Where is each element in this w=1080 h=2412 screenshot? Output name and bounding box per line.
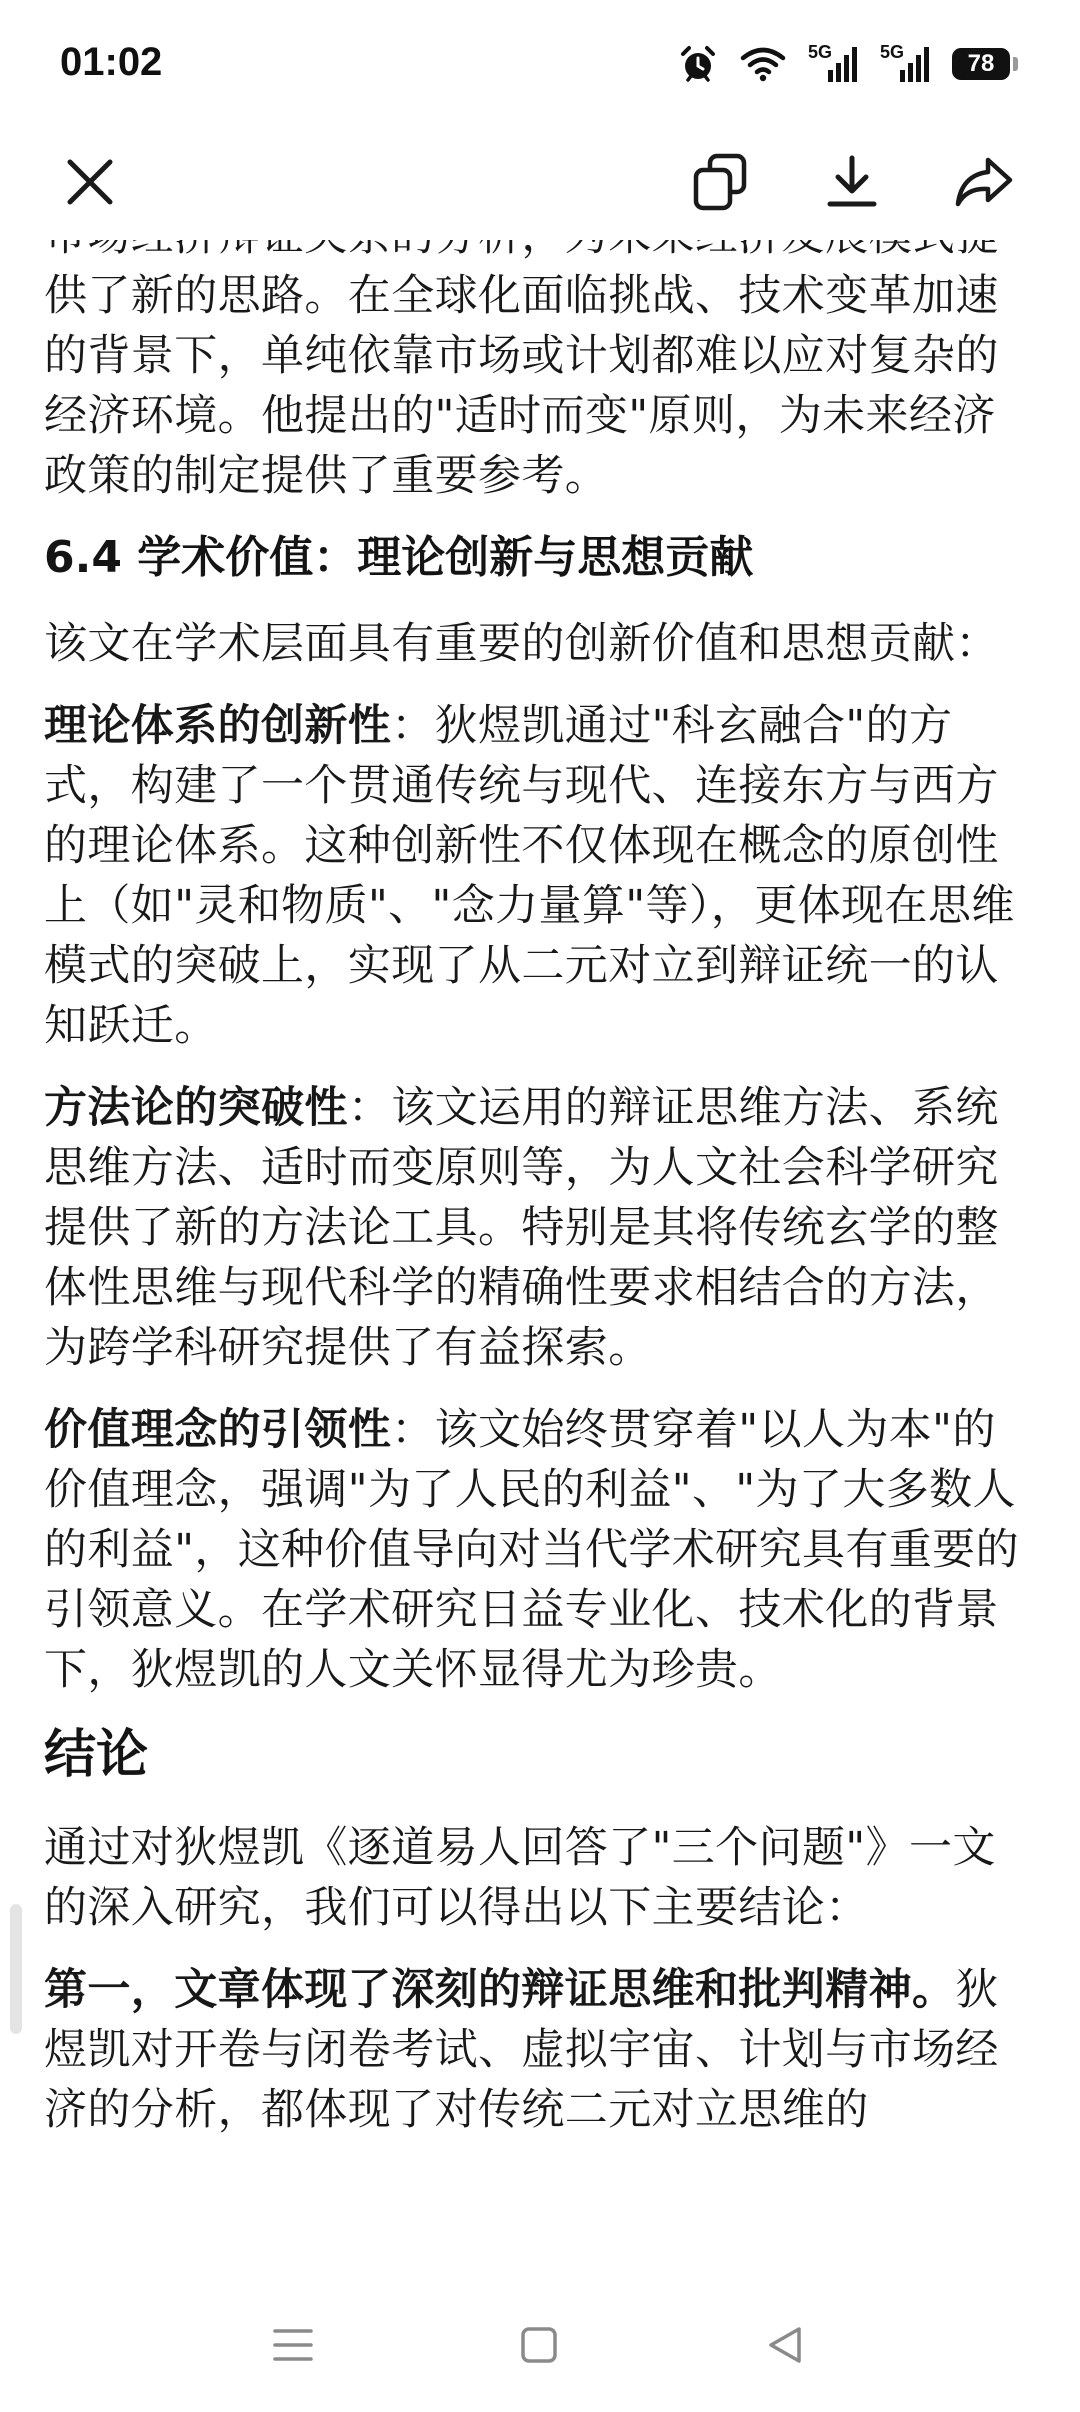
close-icon <box>62 154 118 214</box>
paragraph-theory-body: ：狄煜凯通过"科玄融合"的方式，构建了一个贯通传统与现代、连接东方与西方的理论体系。这种创新性不仅体现在概念的原创性上（如"灵和物质"、"念力量算"等），更体现在思维模式的突破上，实现了从二元对立到辩证统一的认知跃迁。 <box>44 701 1015 1051</box>
home-icon <box>519 2325 559 2369</box>
back-icon <box>765 2325 805 2369</box>
back-button[interactable] <box>740 2302 830 2392</box>
copy-button[interactable] <box>680 144 760 224</box>
status-time: 01:02 <box>60 40 163 84</box>
home-button[interactable] <box>494 2302 584 2392</box>
download-button[interactable] <box>812 144 892 224</box>
share-button[interactable] <box>944 144 1024 224</box>
document-viewport[interactable] <box>0 240 1080 2264</box>
paragraph-first-lead: 第一，文章体现了深刻的辩证思维和批判精神。 <box>44 1965 956 2015</box>
battery-icon <box>952 48 1010 80</box>
paragraph-method <box>44 1078 1036 1378</box>
document-content <box>44 206 1036 2162</box>
status-icons <box>678 44 1010 84</box>
network-type-label-2: 5G <box>880 42 905 62</box>
recent-apps-button[interactable] <box>248 2302 338 2392</box>
battery-level: 78 <box>967 50 995 77</box>
content-fade <box>0 2234 1080 2264</box>
wifi-icon <box>740 46 786 82</box>
alarm-icon <box>678 44 718 84</box>
network-type-label: 5G <box>808 42 833 62</box>
close-button[interactable] <box>50 144 130 224</box>
paragraph-first <box>44 1960 1036 2140</box>
paragraph-value-body: ：该文始终贯穿着"以人为本"的价值理念，强调"为了人民的利益"、"为了大多数人的利益"，这种价值导向对当代学术研究具有重要的引领意义。在学术研究日益专业化、技术化的背景下，狄煜凯的人文关怀显得尤为珍贵。 <box>44 1405 1019 1695</box>
paragraph-theory <box>44 696 1036 1056</box>
navigation-bar <box>0 2280 1080 2412</box>
paragraph-first-body: 狄煜凯对开卷与闭卷考试、虚拟宇宙、计划与市场经济的分析，都体现了对传统二元对立思维的 <box>44 1965 999 2135</box>
scroll-handle[interactable] <box>10 1904 22 2034</box>
paragraph-theory-lead: 理论体系的创新性 <box>44 701 392 751</box>
paragraph-intro: 供了新的思路。在全球化面临挑战、技术变革加速的背景下，单纯依靠市场或计划都难以应对复杂的经济环境。他提出的"适时而变"原则，为未来经济政策的制定提供了重要参考。 <box>44 271 999 501</box>
copy-icon <box>690 152 750 216</box>
top-toolbar <box>0 130 1080 240</box>
section-heading-6-4: 6.4 学术价值：理论创新与思想贡献 <box>44 532 754 583</box>
cellular-signal-icon-2 <box>880 44 930 84</box>
conclusion-heading: 结论 <box>44 1725 149 1785</box>
menu-icon <box>271 2325 315 2369</box>
paragraph-value <box>44 1400 1036 1700</box>
share-icon <box>952 152 1016 216</box>
status-bar <box>0 0 1080 130</box>
cellular-signal-icon <box>808 44 858 84</box>
paragraph-method-body: ：该文运用的辩证思维方法、系统思维方法、适时而变原则等，为人文社会科学研究提供了新的方法论工具。特别是其将传统玄学的整体性思维与现代科学的精确性要求相结合的方法，为跨学科研究提供了有益探索。 <box>44 1083 999 1373</box>
paragraph-value-lead: 价值理念的引领性 <box>44 1405 392 1455</box>
paragraph-6-4-intro: 该文在学术层面具有重要的创新价值和思想贡献： <box>44 619 999 669</box>
paragraph-method-lead: 方法论的突破性 <box>44 1083 348 1133</box>
paragraph-conclusion-intro: 通过对狄煜凯《逐道易人回答了"三个问题"》一文的深入研究，我们可以得出以下主要结论： <box>44 1823 996 1933</box>
download-icon <box>822 152 882 216</box>
